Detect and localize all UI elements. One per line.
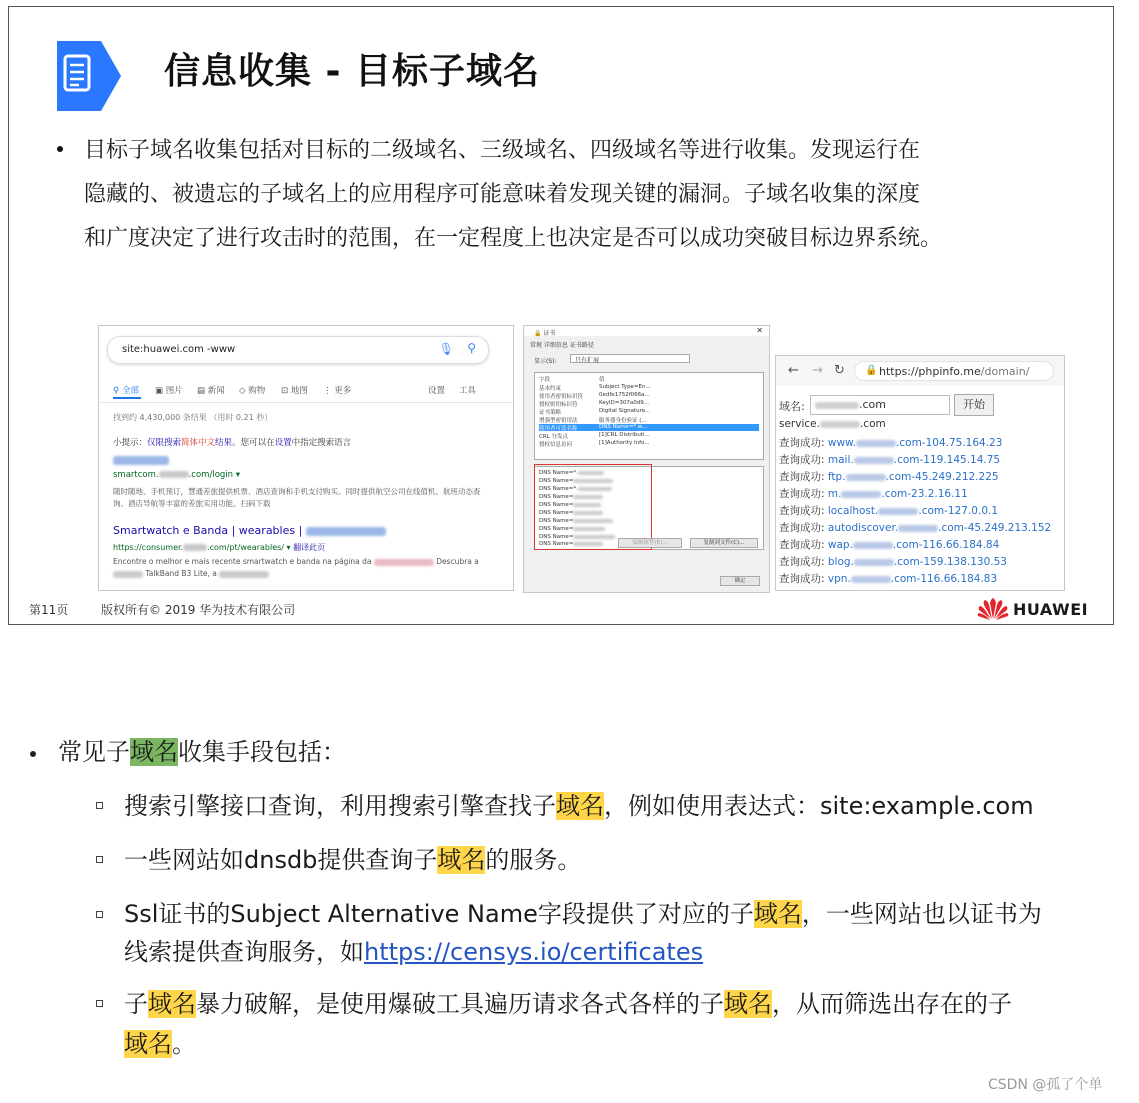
- start-button: 开始: [954, 394, 994, 416]
- google-search-screenshot: [98, 325, 514, 591]
- tab-settings: 设置: [428, 386, 446, 396]
- search-icon: ⚲: [467, 341, 476, 355]
- dns-line: DNS Name=*.: [539, 486, 612, 492]
- square-bullet: [96, 856, 103, 863]
- table-header: 字段 值: [539, 377, 605, 383]
- table-row: 证书策略 Digital Signature...: [539, 408, 651, 416]
- table-row-selected: 使用者可选名称 DNS Name=*.w...: [539, 424, 759, 431]
- result-line: 查询成功: www. .com-104.75.164.23: [779, 437, 1003, 449]
- table-row: CRL 分发点 [1]CRL Distributi...: [539, 432, 650, 440]
- result-line: 查询成功: vpn. .com-116.66.184.83: [779, 573, 998, 585]
- dns-line: DNS Name=: [539, 494, 603, 500]
- tab-more: ⋮ 更多: [323, 386, 352, 396]
- result-line: 查询成功: mail. .com-119.145.14.75: [779, 454, 1001, 466]
- dialog-tabs: 常规 详细信息 证书路径: [530, 342, 594, 349]
- search-tabs: [113, 384, 493, 398]
- domain-input: .com: [810, 395, 950, 415]
- logo-text: HUAWEI: [1013, 600, 1089, 619]
- certificate-dialog-screenshot: [523, 325, 770, 593]
- notes-item-2: 一些网站如dnsdb提供查询子域名的服务。: [124, 846, 582, 874]
- result-line: 查询成功: ftp. .com-45.249.212.225: [779, 471, 999, 483]
- dns-line: DNS Name=: [539, 502, 601, 508]
- table-row: 授权密钥标识符 KeyID=307a0d9...: [539, 400, 650, 408]
- result-title-blurred: [113, 456, 169, 466]
- search-box: [107, 336, 489, 364]
- microphone-icon: 🎙: [438, 342, 454, 356]
- page-number: 第11页: [29, 603, 69, 617]
- tab-all: ⚲ 全部: [113, 386, 139, 396]
- result-title: Smartwatch e Banda | wearables |: [113, 524, 386, 537]
- forward-icon: →: [812, 363, 823, 378]
- language-tip: 小提示：仅限搜索简体中文结果。您可以在设置中指定搜索语言: [113, 438, 352, 448]
- field-table: [534, 372, 764, 460]
- huawei-flower-icon: [977, 597, 1009, 621]
- tab-shopping: ◇ 购物: [239, 386, 266, 396]
- show-label: 显示(S):: [534, 358, 557, 365]
- close-icon: ✕: [756, 326, 763, 335]
- bullet-dot: [30, 751, 36, 757]
- result-line: 查询成功: localhost. .com-127.0.0.1: [779, 505, 999, 517]
- dns-line: DNS Name=: [539, 518, 613, 524]
- dns-line: DNS Name=: [539, 526, 605, 532]
- notes-item-3-line-2: 线索提供查询服务，如https://censys.io/certificates: [124, 938, 704, 966]
- paragraph-line: 和广度决定了进行攻击时的范围，在一定程度上也决定是否可以成功突破目标边界系统。: [84, 226, 943, 251]
- dns-line: DNS Name=: [539, 478, 613, 484]
- dns-line: DNS Name=: [539, 541, 603, 547]
- square-bullet: [96, 1000, 103, 1007]
- result-line: 查询成功: blog. .com-159.138.130.53: [779, 556, 1007, 568]
- result-line: 查询成功: wap. .com-116.66.184.84: [779, 539, 1000, 551]
- result-url: smartcom. .com/login ▾: [113, 470, 241, 480]
- address-bar: [854, 361, 1054, 381]
- tab-maps: ⊡ 地图: [281, 386, 308, 396]
- result-stats: 找到约 4,430,000 条结果 （用时 0.21 秒）: [113, 413, 273, 422]
- copy-to-file-button: 复制到文件(C)...: [690, 538, 758, 548]
- square-bullet: [96, 802, 103, 809]
- tab-news: ▤ 新闻: [197, 386, 225, 396]
- lock-icon: 🔒: [865, 365, 878, 376]
- search-query: site:huawei.com -www: [122, 344, 236, 355]
- document-chevron-icon: [57, 41, 121, 111]
- show-select: 只有扩展: [570, 354, 690, 363]
- notes-item-1: 搜索引擎接口查询，利用搜索引擎查找子域名，例如使用表达式：site:example.com: [124, 792, 1034, 820]
- censys-link[interactable]: https://censys.io/certificates: [364, 938, 704, 966]
- result-snippet: 随时随地、手机预订，慧通差旅提供机票、酒店查询和手机支付购买。同时提供航空公司在线值机、航班动态查询、酒店导航等丰富的差旅实用功能。扫码下载: [113, 487, 481, 508]
- domain-label: 域名:: [779, 400, 805, 413]
- paragraph-line: 目标子域名收集包括对目标的二级域名、三级域名、四级域名等进行收集。发现运行在: [84, 138, 921, 163]
- notes-item-3-line-1: Ssl证书的Subject Alternative Name字段提供了对应的子域名，一些网站也以证书为: [124, 900, 1042, 928]
- table-row: 增强型密钥用法 服务器身份验证 (...: [539, 418, 647, 424]
- phpinfo-screenshot: [775, 355, 1065, 591]
- square-bullet: [96, 911, 103, 918]
- tab-tools: 工具: [459, 386, 477, 396]
- result-line: 查询成功: m. .com-23.2.16.11: [779, 488, 968, 500]
- paragraph-line: 隐藏的、被遗忘的子域名上的应用程序可能意味着发现关键的漏洞。子域名收集的深度: [84, 182, 921, 207]
- notes-item-4-line-2: 域名。: [124, 1030, 196, 1058]
- table-row: 授权信息访问 [1]Authority Info...: [539, 440, 650, 448]
- edit-properties-button: 编辑属性(E)...: [618, 538, 682, 548]
- table-row: 基本约束 Subject Type=En...: [539, 384, 651, 392]
- result-line: 查询成功: autodiscover. .com-45.249.213.152: [779, 522, 1052, 534]
- tab-images: ▣ 图片: [155, 386, 183, 396]
- dialog-title: 🔒 证书: [534, 330, 556, 337]
- active-tab-indicator: [113, 397, 141, 399]
- table-row: 使用者密钥标识符 0edfe1752f066a...: [539, 392, 650, 400]
- notes-intro: 常见子域名收集手段包括：: [58, 738, 346, 766]
- reload-icon: ↻: [834, 363, 845, 378]
- huawei-logo: [977, 597, 1107, 621]
- slide-paragraph: [84, 129, 1089, 261]
- result-snippet: Encontre o melhor e mais recente smartwatch e banda na página da Descubra a TalkBand B3 Lite, a: [113, 557, 479, 578]
- back-icon: ←: [788, 363, 799, 378]
- slide-frame: [8, 6, 1114, 625]
- browser-bar: [776, 356, 1064, 386]
- dns-line: DNS Name=*.: [539, 470, 604, 476]
- service-line: service. .com: [779, 418, 886, 430]
- ok-button: 确定: [720, 576, 760, 586]
- bullet-dot: [57, 146, 63, 152]
- dialog-titlebar: [524, 326, 769, 336]
- watermark: CSDN @孤了个单: [988, 1077, 1103, 1093]
- address-url: https://phpinfo.me/domain/: [879, 365, 1030, 378]
- dns-line: DNS Name=: [539, 534, 615, 540]
- divider: [99, 402, 513, 403]
- dns-line: DNS Name=: [539, 510, 603, 516]
- result-url: https://consumer. .com/pt/wearables/ ▾ 翻译此页: [113, 543, 326, 552]
- slide-title: 信息收集 - 目标子域名: [164, 51, 541, 92]
- copyright: 版权所有© 2019 华为技术有限公司: [101, 603, 296, 617]
- notes-item-4-line-1: 子域名暴力破解，是使用爆破工具遍历请求各式各样的子域名，从而筛选出存在的子: [124, 990, 1012, 1018]
